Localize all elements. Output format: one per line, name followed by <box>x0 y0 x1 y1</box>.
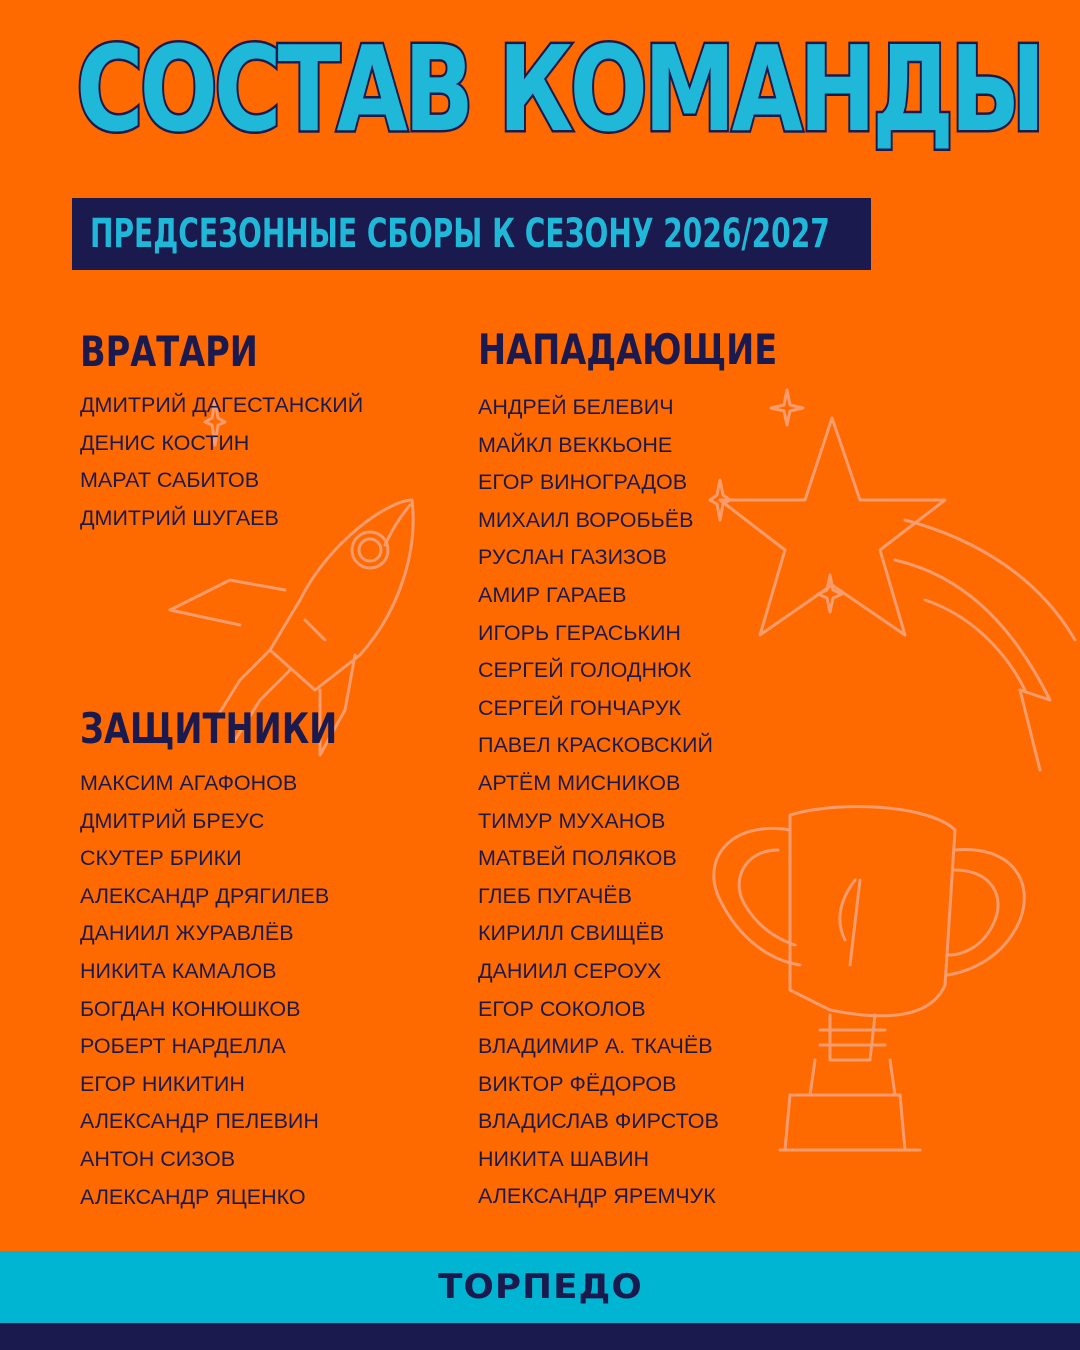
player-name: РУСЛАН ГАЗИЗОВ <box>478 545 667 570</box>
player-name: МАКСИМ АГАФОНОВ <box>80 771 298 795</box>
player-name: СЕРГЕЙ ГОНЧАРУК <box>478 695 682 720</box>
player-name: АРТЁМ МИСНИКОВ <box>478 770 681 795</box>
team-logo <box>0 1267 1080 1307</box>
player-name: МИХАИЛ ВОРОБЬЁВ <box>478 507 694 532</box>
player-name: БОГДАН КОНЮШКОВ <box>80 996 301 1021</box>
player-name: СЕРГЕЙ ГОЛОДНЮК <box>478 658 692 683</box>
player-name: ДМИТРИЙ ШУГАЕВ <box>80 505 279 530</box>
player-name: ДАНИИЛ ЖУРАВЛЁВ <box>80 921 294 946</box>
player-name: АЛЕКСАНДР ДРЯГИЛЕВ <box>80 883 330 908</box>
goalies-heading: ВРАТАРИ <box>80 327 258 376</box>
player-name: МАЙКЛ ВЕККЬОНЕ <box>478 432 673 457</box>
player-name: РОБЕРТ НАРДЕЛЛА <box>80 1034 286 1059</box>
logo-wordmark: ТОРПЕДО <box>437 1267 643 1307</box>
forwards-heading: НАПАДАЮЩИЕ <box>478 325 778 374</box>
player-name: АНТОН СИЗОВ <box>80 1146 236 1171</box>
player-name: МАРАТ САБИТОВ <box>80 468 260 493</box>
player-name: ДЕНИС КОСТИН <box>80 430 250 455</box>
subtitle-banner <box>72 198 871 270</box>
footer-strip <box>0 1323 1080 1350</box>
player-name: ИГОРЬ ГЕРАСЬКИН <box>478 620 681 645</box>
goalies-list <box>80 387 363 537</box>
defenders-heading: ЗАЩИТНИКИ <box>80 704 338 753</box>
player-name: ТИМУР МУХАНОВ <box>478 808 666 833</box>
page-title: СОСТАВ КОМАНДЫ <box>76 20 1042 158</box>
player-name: ВИКТОР ФЁДОРОВ <box>478 1071 677 1096</box>
player-name: ДМИТРИЙ ДАГЕСТАНСКИЙ <box>80 393 364 417</box>
player-name: НИКИТА ШАВИН <box>478 1146 650 1171</box>
player-name: ДМИТРИЙ БРЕУС <box>80 808 265 833</box>
trophy-icon <box>714 807 1024 1150</box>
forwards-list <box>478 389 719 1216</box>
player-name: ГЛЕБ ПУГАЧЁВ <box>478 883 632 908</box>
player-name: АНДРЕЙ БЕЛЕВИЧ <box>478 395 674 419</box>
player-name: ВЛАДИМИР А. ТКАЧЁВ <box>478 1034 713 1059</box>
player-name: ВЛАДИСЛАВ ФИРСТОВ <box>478 1109 719 1134</box>
player-name: АЛЕКСАНДР ЯЦЕНКО <box>80 1184 306 1209</box>
player-name: АЛЕКСАНДР ЯРЕМЧУК <box>478 1184 716 1209</box>
player-name: ПАВЕЛ КРАСКОВСКИЙ <box>478 733 713 758</box>
player-name: КИРИЛЛ СВИЩЁВ <box>478 921 665 946</box>
player-name: АМИР ГАРАЕВ <box>478 582 627 607</box>
player-name: АЛЕКСАНДР ПЕЛЕВИН <box>80 1109 319 1134</box>
player-name: МАТВЕЙ ПОЛЯКОВ <box>478 846 677 871</box>
page-subtitle: ПРЕДСЕЗОННЫЕ СБОРЫ К СЕЗОНУ 2026/2027 <box>90 211 830 257</box>
player-name: СКУТЕР БРИКИ <box>80 846 242 871</box>
player-name: ЕГОР ВИНОГРАДОВ <box>478 470 688 495</box>
player-name: НИКИТА КАМАЛОВ <box>80 958 277 983</box>
player-name: ЕГОР НИКИТИН <box>80 1071 245 1096</box>
player-name: ДАНИИЛ СЕРОУХ <box>478 958 662 983</box>
defenders-list <box>80 765 329 1216</box>
player-name: ЕГОР СОКОЛОВ <box>478 996 646 1021</box>
footer-bar <box>0 1251 1080 1323</box>
